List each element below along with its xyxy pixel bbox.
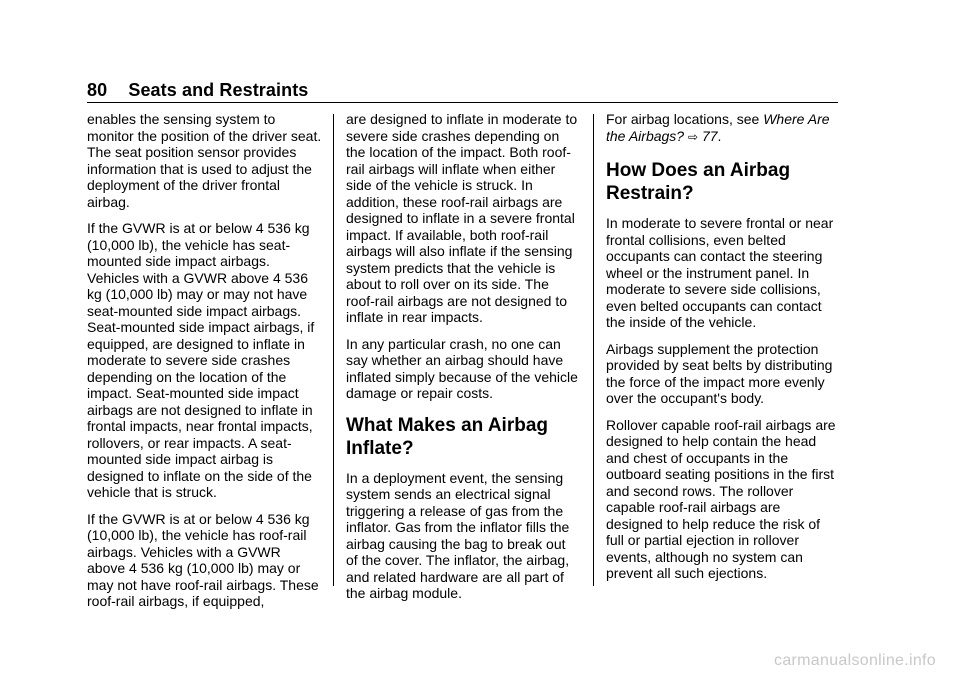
paragraph: If the GVWR is at or below 4 536 kg (10,000 lb), the vehicle has roof-rail airbags. Vehicles with a GVWR above 4 536 kg (10,000 lb) may or may not have roof-rail airbags. These roof-rail airbags, if equipped, [87, 510, 319, 609]
cross-reference [606, 111, 840, 145]
watermark: carmanualsonline.info [774, 652, 936, 669]
paragraph: In a deployment event, the sensing system sends an electrical signal triggering a release of gas from the inflator. Gas from the inflator fills the airbag causing the bag to break out of the cover. The inflator, the airbag, and related hardware are all part of the airbag module. [346, 469, 570, 601]
reference-text: For airbag locations, see [606, 111, 760, 127]
paragraph: Airbags supplement the protection provided by seat belts by distributing the force of the impact more evenly over the occupant's body. [606, 340, 833, 406]
column-3 [606, 111, 840, 592]
reference-page[interactable]: 77 [701, 127, 718, 144]
paragraph: If the GVWR is at or below 4 536 kg (10,000 lb), the vehicle has seat-mounted side impact airbags. Vehicles with a GVWR above 4 536 kg (10,000 lb) may or may not have seat-mounted side impact airbags. Seat-mounted side impact airbags, if equipped, are designed to inflate in moderate to severe side crashes depending on the location of the impact. Seat-mounted side impact airbags are not designed to inflate in frontal impacts, near frontal impacts, rollovers, or rear impacts. A seat-mounted side impact airbag is designed to inflate on the side of the vehicle that is struck. [87, 220, 315, 500]
paragraph: In any particular crash, no one can say whether an airbag should have inflated simply because of the vehicle damage or repair costs. [346, 335, 578, 401]
paragraph: Rollover capable roof-rail airbags are designed to help contain the head and chest of occupants in the outboard seating positions in the first and second rows. The rollover capable roof-rail airbags are designed to help reduce the risk of full or partial ejection in rollover events, although no system can prevent all such ejections. [606, 416, 836, 581]
section-heading: How Does an Airbag Restrain? [606, 160, 791, 204]
page-header [87, 80, 308, 101]
page-ref-arrow-icon: ⇨ [687, 129, 699, 144]
reference-link[interactable]: Where Are the Airbags? [606, 111, 830, 144]
paragraph: enables the sensing system to monitor the position of the driver seat. The seat position sensor provides information that is used to adjust the deployment of the driver frontal airbag. [87, 111, 322, 210]
reference-period: . [717, 127, 722, 144]
paragraph: are designed to inflate in moderate to severe side crashes depending on the location of the impact. Both roof-rail airbags will inflate when either side of the vehicle is struck. In addition, these roof-rail airbags are designed to inflate in a severe frontal impact. If available, both roof-rail airbags will also inflate if the sensing system predicts that the vehicle is about to roll over on its side. The roof-rail airbags are not designed to inflate in rear impacts. [346, 111, 578, 325]
section-heading: What Makes an Airbag Inflate? [346, 414, 549, 459]
header-rule [87, 102, 838, 103]
column-2 [346, 111, 579, 612]
page-number: 80 [87, 80, 108, 100]
paragraph: In moderate to severe frontal or near frontal collisions, even belted occupants can contact the steering wheel or the instrument panel. In moderate to severe side collisions, even belted occupants can contact the inside of the vehicle. [606, 215, 834, 330]
section-title: Seats and Restraints [128, 80, 309, 100]
column-1 [87, 111, 322, 620]
column-divider [333, 114, 334, 586]
column-divider [593, 114, 594, 586]
